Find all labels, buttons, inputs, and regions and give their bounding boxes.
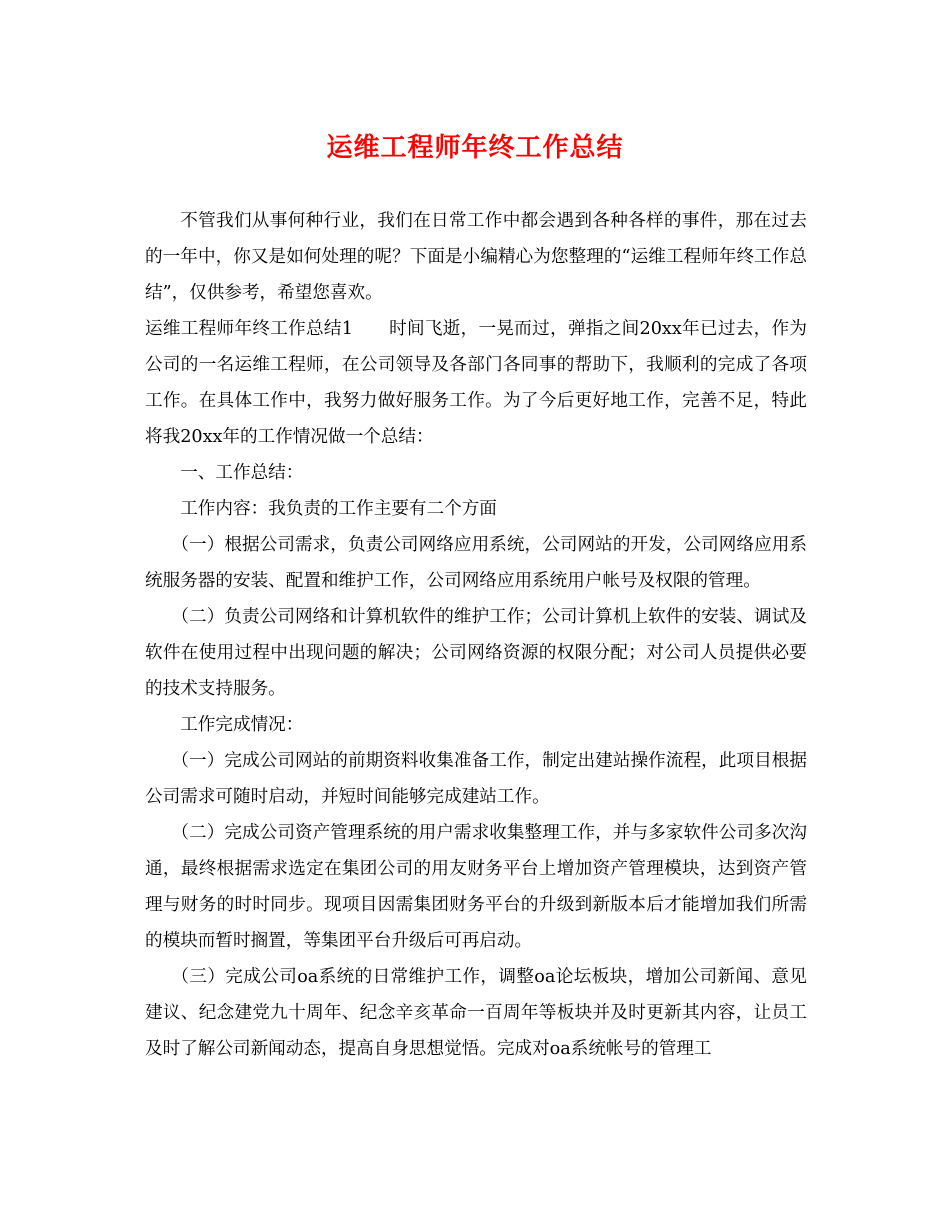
document-title: 运维工程师年终工作总结 <box>326 133 624 163</box>
completion-item-1: （一）完成公司网站的前期资料收集准备工作，制定出建站操作流程，此项目根据公司需求可随时启动，并短时间能够完成建站工作。 <box>145 751 807 807</box>
completion-item-2: （二）完成公司资产管理系统的用户需求收集整理工作，并与多家软件公司多次沟通，最终根据需求选定在集团公司的用友财务平台上增加资产管理模块，达到资产管理与财务的时时同步。现项目因需集团财务平台的升级到新版本后才能增加我们所需的模块而暂时搁置，等集团平台升级后可再启动。 <box>145 823 807 951</box>
work-content-paragraph: 工作内容：我负责的工作主要有二个方面 <box>180 499 497 519</box>
section-heading-work-summary: 一、工作总结： <box>180 463 304 483</box>
work-content-item-2: （二）负责公司网络和计算机软件的维护工作；公司计算机上软件的安装、调试及软件在使用过程中出现问题的解决；公司网络资源的权限分配；对公司人员提供必要的技术支持服务。 <box>145 607 807 699</box>
intro-paragraph: 不管我们从事何种行业，我们在日常工作中都会遇到各种各样的事件，那在过去的一年中，你又是如何处理的呢？下面是小编精心为您整理的“运维工程师年终工作总结”，仅供参考，希望您喜欢。 <box>145 211 807 303</box>
work-content-item-1: （一）根据公司需求，负责公司网络应用系统，公司网站的开发，公司网络应用系统服务器的安装、配置和维护工作，公司网络应用系统用户帐号及权限的管理。 <box>145 535 807 591</box>
summary-1-paragraph: 运维工程师年终工作总结1 时间飞逝，一晃而过，弹指之间20xx年已过去，作为公司的一名运维工程师，在公司领导及各部门各同事的帮助下，我顺利的完成了各项工作。在具体工作中，我努力做好服务工作。为了今后更好地工作，完善不足，特此将我20xx年的工作情况做一个总结： <box>145 319 807 447</box>
document-body <box>145 203 807 1067</box>
completion-heading: 工作完成情况： <box>180 715 304 735</box>
completion-item-3: （三）完成公司oa系统的日常维护工作，调整oa论坛板块，增加公司新闻、意见建议、纪念建党九十周年、纪念辛亥革命一百周年等板块并及时更新其内容，让员工及时了解公司新闻动态，提高自身思想觉悟。完成对oa系统帐号的管理工 <box>145 967 807 1059</box>
